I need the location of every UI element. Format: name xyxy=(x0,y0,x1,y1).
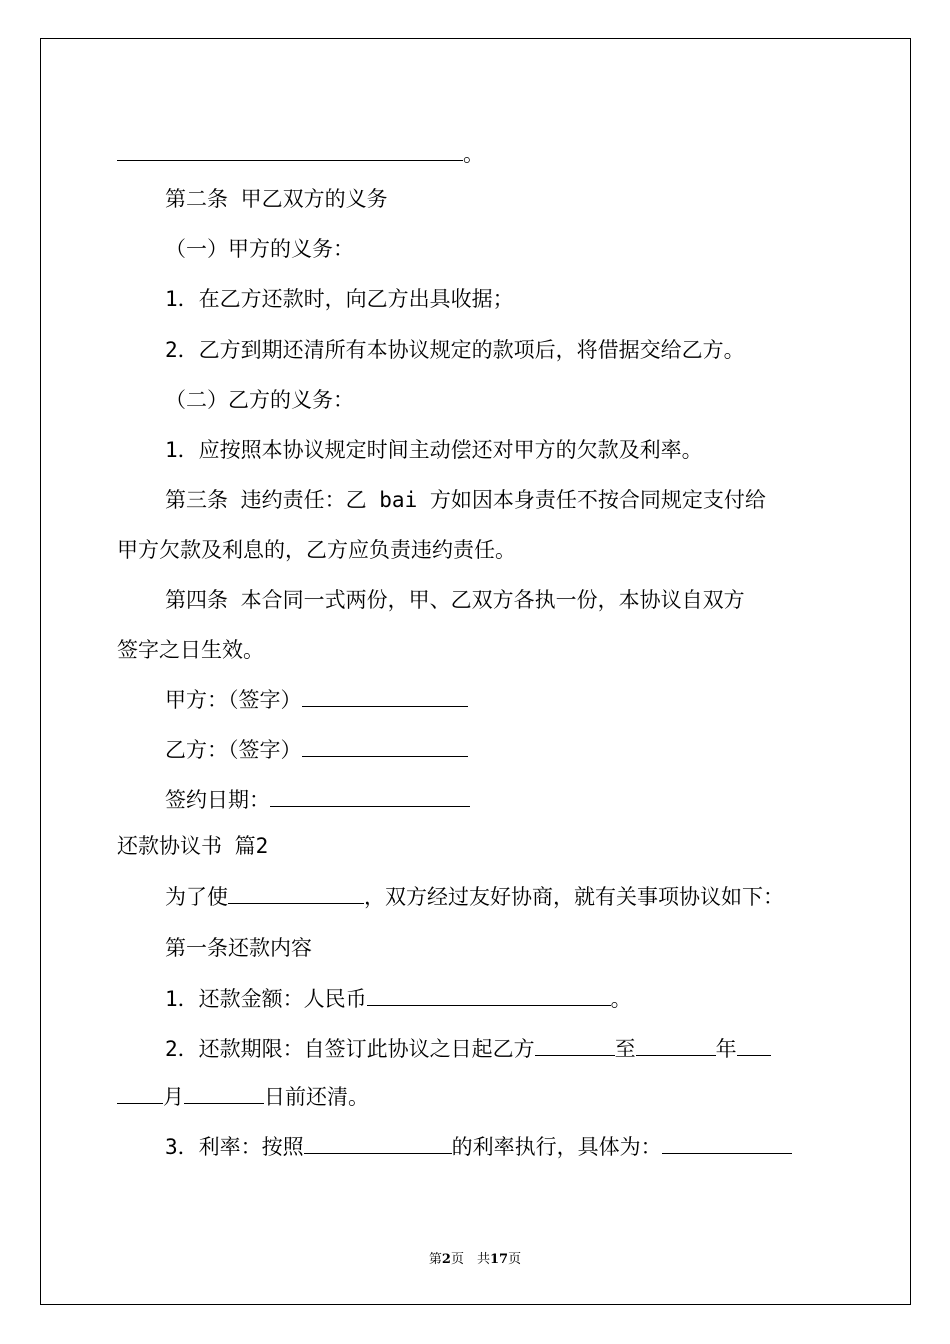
article-4-line-2: 签字之日生效。 xyxy=(117,638,264,662)
party-b-duties-heading: （二）乙方的义务： xyxy=(165,388,354,412)
sign-date: 签约日期： xyxy=(165,786,470,814)
line-0: 。 xyxy=(117,140,484,168)
repayment-term-line-1: 2．还款期限：自签订此协议之日起乙方 至 年 xyxy=(165,1035,771,1063)
article-3-line-1: 第三条 违约责任：乙 bai 方如因本身责任不按合同规定支付给 xyxy=(165,488,766,512)
section-heading: 还款协议书 篇2 xyxy=(117,834,269,858)
page-number: 2 xyxy=(441,1252,451,1267)
blank-field xyxy=(117,140,463,161)
article-2-heading: 第二条 甲乙双方的义务 xyxy=(165,187,388,211)
amount-field xyxy=(367,985,611,1006)
article-3-line-2: 甲方欠款及利息的，乙方应负责违约责任。 xyxy=(117,538,516,562)
page-total: 17 xyxy=(489,1252,509,1267)
blank-field xyxy=(184,1083,264,1104)
signature-field xyxy=(302,736,468,757)
interest-rate: 3．利率：按照 的利率执行，具体为： xyxy=(165,1133,792,1161)
page-border xyxy=(40,38,911,1305)
page-footer: 第2页 共17页 xyxy=(428,1252,522,1267)
repayment-amount: 1．还款金额：人民币 。 xyxy=(165,987,632,1011)
blank-field xyxy=(228,883,364,904)
blank-field xyxy=(662,1133,792,1154)
party-b-signature: 乙方：（签字） xyxy=(165,736,468,764)
intro-line: 为了使 ，双方经过友好协商，就有关事项协议如下： xyxy=(165,885,784,909)
date-field xyxy=(270,786,470,807)
party-a-signature: 甲方：（签字） xyxy=(165,686,468,714)
blank-field xyxy=(535,1035,615,1056)
party-a-duty-2: 2．乙方到期还清所有本协议规定的款项后，将借据交给乙方。 xyxy=(165,338,745,362)
blank-field xyxy=(304,1133,452,1154)
article-4-line-1: 第四条 本合同一式两份，甲、乙双方各执一份，本协议自双方 xyxy=(165,588,745,612)
party-a-duty-1: 1．在乙方还款时，向乙方出具收据； xyxy=(165,287,514,311)
blank-field xyxy=(636,1035,716,1056)
blank-field xyxy=(117,1083,163,1104)
party-a-duties-heading: （一）甲方的义务： xyxy=(165,237,354,261)
blank-field xyxy=(737,1035,771,1056)
signature-field xyxy=(302,686,468,707)
party-b-duty-1: 1．应按照本协议规定时间主动偿还对甲方的欠款及利率。 xyxy=(165,438,703,462)
article-1-heading: 第一条还款内容 xyxy=(165,936,312,960)
repayment-term-line-2: 月 日前还清。 xyxy=(117,1083,369,1111)
